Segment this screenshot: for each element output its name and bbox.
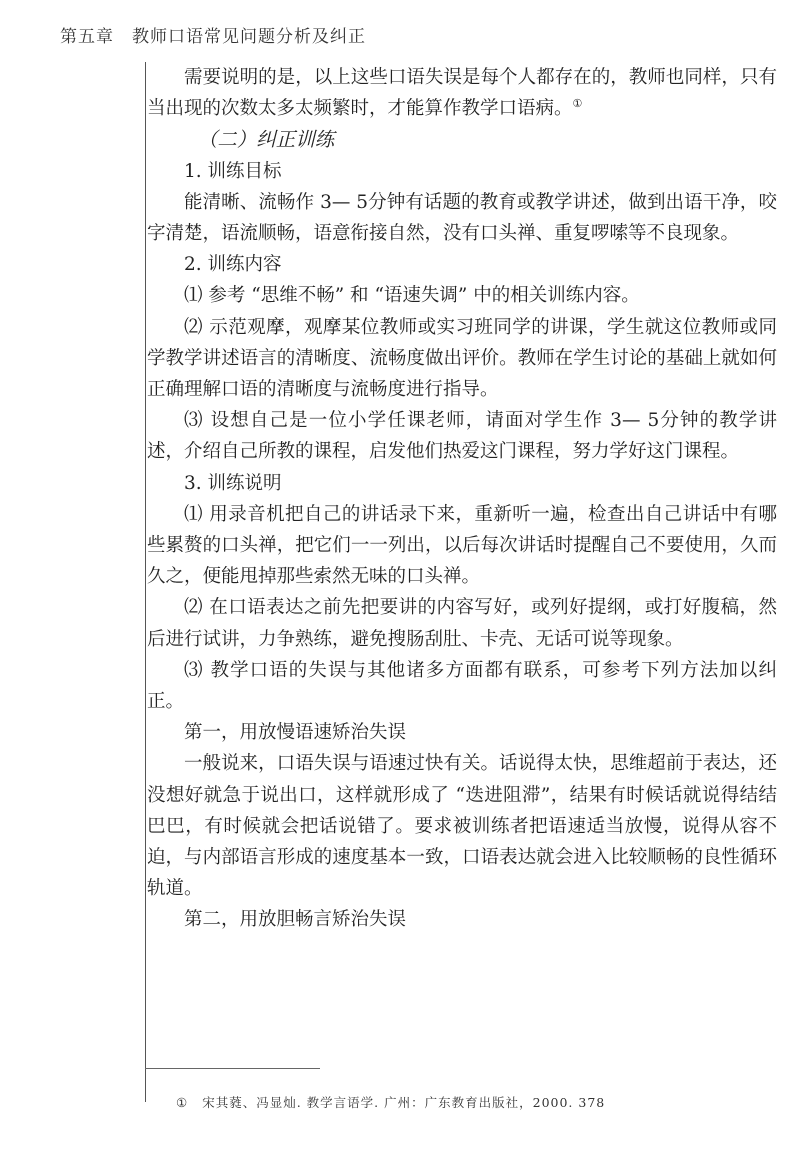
chapter-label: 第五章: [60, 27, 114, 47]
running-header: [60, 22, 366, 47]
footnote-mark: ①: [176, 1095, 189, 1110]
intro-paragraph: 需要说明的是，以上这些口语失误是每个人都存在的，教师也同样，只有当出现的次数太多太频繁时，才能算作教学口语病。①: [147, 67, 777, 120]
chapter-title: 教师口语常见问题分析及纠正: [132, 27, 366, 47]
notes-item-1: ⑴ 用录音机把自己的讲话录下来，重新听一遍，检查出自己讲话中有哪些累赘的口头禅，把它们一一列出，以后每次讲话时提醒自己不要使用，久而久之，便能甩掉那些索然无味的口头禅。: [147, 503, 777, 588]
notes-item-3: ⑶ 教学口语的失误与其他诸多方面都有联系，可参考下列方法加以纠正。: [147, 659, 777, 713]
notes-item-2: ⑵ 在口语表达之前先把要讲的内容写好，或列好提纲，或打好腹稿，然后进行试讲，力争熟练，避免搜肠刮肚、卡壳、无话可说等现象。: [147, 597, 777, 650]
footnote-text: 宋其蕤、冯显灿. 教学言语学. 广州：广东教育出版社，2000. 378: [202, 1095, 606, 1110]
margin-rule: [145, 62, 146, 1102]
content-heading: 2. 训练内容: [184, 254, 282, 276]
footnote: [176, 1093, 605, 1111]
content-item-1: ⑴ 参考 “思维不畅” 和 “语速失调” 中的相关训练内容。: [184, 285, 640, 307]
footnote-divider: [145, 1068, 320, 1069]
goal-paragraph: 能清晰、流畅作 3— 5分钟有话题的教育或教学讲述，做到出语干净，咬字清楚，语流顺畅，语意衔接自然，没有口头禅、重复啰嗦等不良现象。: [147, 191, 777, 245]
footnote-ref[interactable]: ①: [572, 97, 583, 111]
section-heading: （二）纠正训练: [197, 128, 335, 152]
first-method-heading: 第一，用放慢语速矫治失误: [184, 722, 407, 744]
content-item-3: ⑶ 设想自己是一位小学任课老师，请面对学生作 3— 5分钟的教学讲述，介绍自己所教的课程，启发他们热爱这门课程，努力学好这门课程。: [147, 410, 777, 463]
goal-heading: 1. 训练目标: [184, 160, 282, 182]
first-method-paragraph: 一般说来，口语失误与语速过快有关。话说得太快，思维超前于表达，还没想好就急于说出口，这样就形成了 “迭进阻滞”，结果有时候话就说得结结巴巴，有时候就会把话说错了。要求被训练者把语速适当放慢，说得从容不迫，与内部语言形成的速度基本一致，口语表达就会进入比较顺畅的良性循环轨道。: [147, 753, 777, 900]
second-method-heading: 第二，用放胆畅言矫治失误: [184, 909, 407, 931]
content-item-2: ⑵ 示范观摩，观摩某位教师或实习班同学的讲课，学生就这位教师或同学教学讲述语言的清晰度、流畅度做出评价。教师在学生讨论的基础上就如何正确理解口语的清晰度与流畅度进行指导。: [147, 316, 777, 401]
notes-heading: 3. 训练说明: [184, 472, 282, 494]
body-text: [147, 62, 777, 936]
